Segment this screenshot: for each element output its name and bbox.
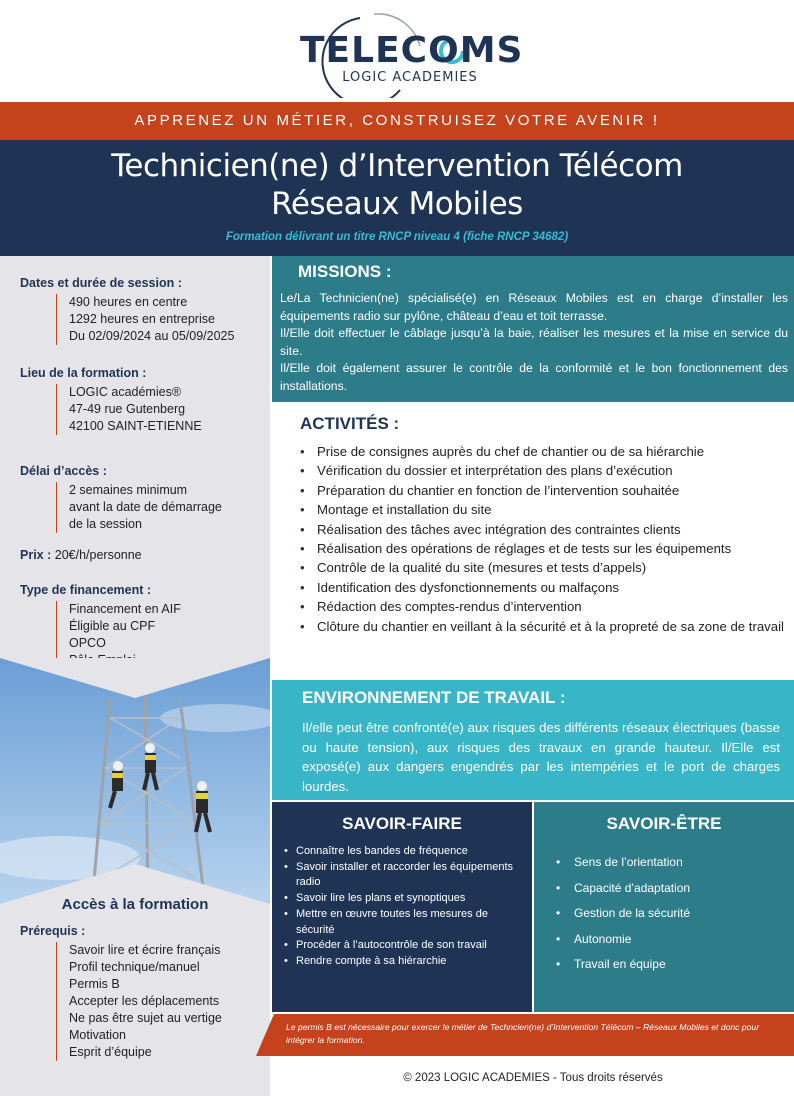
dates-line: 490 heures en centre — [69, 295, 188, 309]
activites-title: ACTIVITÉS : — [300, 414, 400, 433]
list-item: • Rédaction des comptes-rendus d’intervention — [300, 597, 788, 616]
list-item: • Prise de consignes auprès du chef de chantier ou de sa hiérarchie — [300, 442, 788, 461]
list-item: • Clôture du chantier en veillant à la sécurité et à la propreté de sa zone de travail — [300, 617, 788, 636]
tower-illustration-icon — [0, 658, 270, 904]
dates-line: 1292 heures en entreprise — [69, 312, 215, 326]
prerequis-line: Profil technique/manuel — [69, 960, 200, 974]
price-label: Prix : — [20, 548, 52, 562]
list-item: • Autonomie — [556, 927, 786, 953]
dates-line: Du 02/09/2024 au 05/09/2025 — [69, 329, 235, 343]
list-item: • Rendre compte à sa hiérarchie — [284, 954, 524, 970]
savoir-faire-section — [272, 802, 532, 1012]
lieu-line: LOGIC académies® — [69, 385, 182, 399]
prerequis-label: Prérequis : — [20, 924, 86, 938]
logo-title: TELECOMS — [300, 30, 524, 71]
logo — [0, 0, 794, 100]
list-item: • Travail en équipe — [556, 952, 786, 978]
savoir-faire-list — [284, 844, 524, 970]
list-item: • Gestion de la sécurité — [556, 901, 786, 927]
page-title-line1: Technicien(ne) d’Intervention Télécom — [111, 148, 683, 184]
delai-lines — [56, 482, 222, 533]
financement-line: OPCO — [69, 636, 106, 650]
list-item: • Réalisation des tâches avec intégration des contraintes clients — [300, 520, 788, 539]
missions-paragraph: Il/Elle doit effectuer le câblage jusqu’à la baie, réaliser les mesures et la mise en service du site. — [280, 326, 788, 358]
list-item: • Sens de l’orientation — [556, 850, 786, 876]
prerequis-line: Savoir lire et écrire français — [69, 943, 221, 957]
missions-paragraph: Le/La Technicien(ne) spécialisé(e) en Réseaux Mobiles est en charge d’installer les équipements radio sur pylône, château d’eau et toit terrasse. — [280, 291, 788, 323]
lieu-section — [20, 366, 202, 435]
page-subtitle: Formation délivrant un titre RNCP niveau 4 (fiche RNCP 34682) — [225, 231, 569, 243]
savoir-etre-section — [534, 802, 794, 1012]
savoir-etre-list — [556, 850, 786, 978]
slogan-banner: APPRENEZ UN MÉTIER, CONSTRUISEZ VOTRE AVENIR ! — [0, 102, 794, 140]
delai-line: avant la date de démarrage — [69, 500, 222, 514]
lieu-lines — [56, 384, 202, 435]
missions-title: MISSIONS : — [298, 262, 392, 281]
list-item: • Montage et installation du site — [300, 500, 788, 519]
delai-line: 2 semaines minimum — [69, 483, 188, 497]
acces-title: Accès à la formation — [61, 896, 209, 913]
list-item: • Connaître les bandes de fréquence — [284, 844, 524, 860]
list-item: • Savoir lire les plans et synoptiques — [284, 891, 524, 907]
lieu-line: 47-49 rue Gutenberg — [69, 402, 186, 416]
list-item: • Procéder à l’autocontrôle de son travail — [284, 938, 524, 954]
list-item: • Savoir installer et raccorder les équipements radio — [284, 860, 524, 891]
activites-list — [300, 442, 788, 636]
logo-subtitle: LOGIC ACADEMIES — [342, 70, 478, 85]
dates-lines — [56, 294, 234, 345]
financement-line: Éligible au CPF — [69, 619, 156, 633]
prerequis-line: Permis B — [69, 977, 120, 991]
prerequis-line: Accepter les déplacements — [69, 994, 220, 1008]
savoir-etre-title: SAVOIR-ÊTRE — [606, 814, 722, 833]
missions-paragraph: Il/Elle doit également assurer le contrôle de la conformité et le bon fonctionnement des installations. — [280, 361, 788, 393]
delai-line: de la session — [69, 517, 142, 531]
list-item: • Capacité d’adaptation — [556, 876, 786, 902]
environnement-section — [272, 680, 794, 800]
list-item: • Réalisation des opérations de réglages et de tests sur les équipements — [300, 539, 788, 558]
list-item: • Contrôle de la qualité du site (mesures et tests d’appels) — [300, 558, 788, 577]
environnement-text: Il/elle peut être confronté(e) aux risques des différents réseaux électriques (basse ou haute tension), aux risques des travaux en grande hauteur. Il/Elle est exposé(e) aux dangers engendrés par les intempéries et le port de charges lourdes. — [302, 720, 780, 794]
info-sidebar — [0, 256, 270, 1096]
prerequis-section — [20, 924, 222, 1061]
savoir-faire-title: SAVOIR-FAIRE — [342, 814, 462, 833]
tower-photo — [0, 658, 270, 904]
financement-line: Financement en AIF — [69, 602, 181, 616]
dates-label: Dates et durée de session : — [20, 276, 182, 290]
prerequis-line: Ne pas être sujet au vertige — [69, 1011, 222, 1025]
delai-label: Délai d’accès : — [20, 464, 107, 478]
lieu-label: Lieu de la formation : — [20, 366, 147, 380]
list-item: • Préparation du chantier en fonction de l’intervention souhaitée — [300, 481, 788, 500]
lieu-line: 42100 SAINT-ETIENNE — [69, 419, 202, 433]
prerequis-line: Esprit d’équipe — [69, 1045, 152, 1059]
list-item: • Mettre en œuvre toutes les mesures de sécurité — [284, 907, 524, 938]
missions-section — [272, 256, 794, 402]
copyright-footer: © 2023 LOGIC ACADEMIES - Tous droits réservés — [403, 1072, 663, 1084]
title-block — [0, 140, 794, 256]
prerequis-lines — [56, 942, 222, 1061]
financement-section — [20, 583, 181, 669]
environnement-title: ENVIRONNEMENT DE TRAVAIL : — [302, 688, 566, 707]
permis-note — [256, 1014, 794, 1056]
prerequis-line: Motivation — [69, 1028, 126, 1042]
list-item: • Vérification du dossier et interprétation des plans d’exécution — [300, 461, 788, 480]
price — [20, 548, 142, 562]
page-title-line2: Réseaux Mobiles — [271, 186, 523, 222]
list-item: • Identification des dysfonctionnements ou malfaçons — [300, 578, 788, 597]
price-value: 20€/h/personne — [54, 548, 142, 562]
financement-label: Type de financement : — [20, 583, 152, 597]
delai-section — [20, 464, 222, 533]
missions-text — [280, 290, 788, 396]
dates-section — [20, 276, 234, 345]
permis-note-text: Le permis B est nécessaire pour exercer le métier de Techncien(ne) d’Intervention Télécom – Réseaux Mobiles et donc pour intégrer la formation. — [286, 1022, 760, 1045]
